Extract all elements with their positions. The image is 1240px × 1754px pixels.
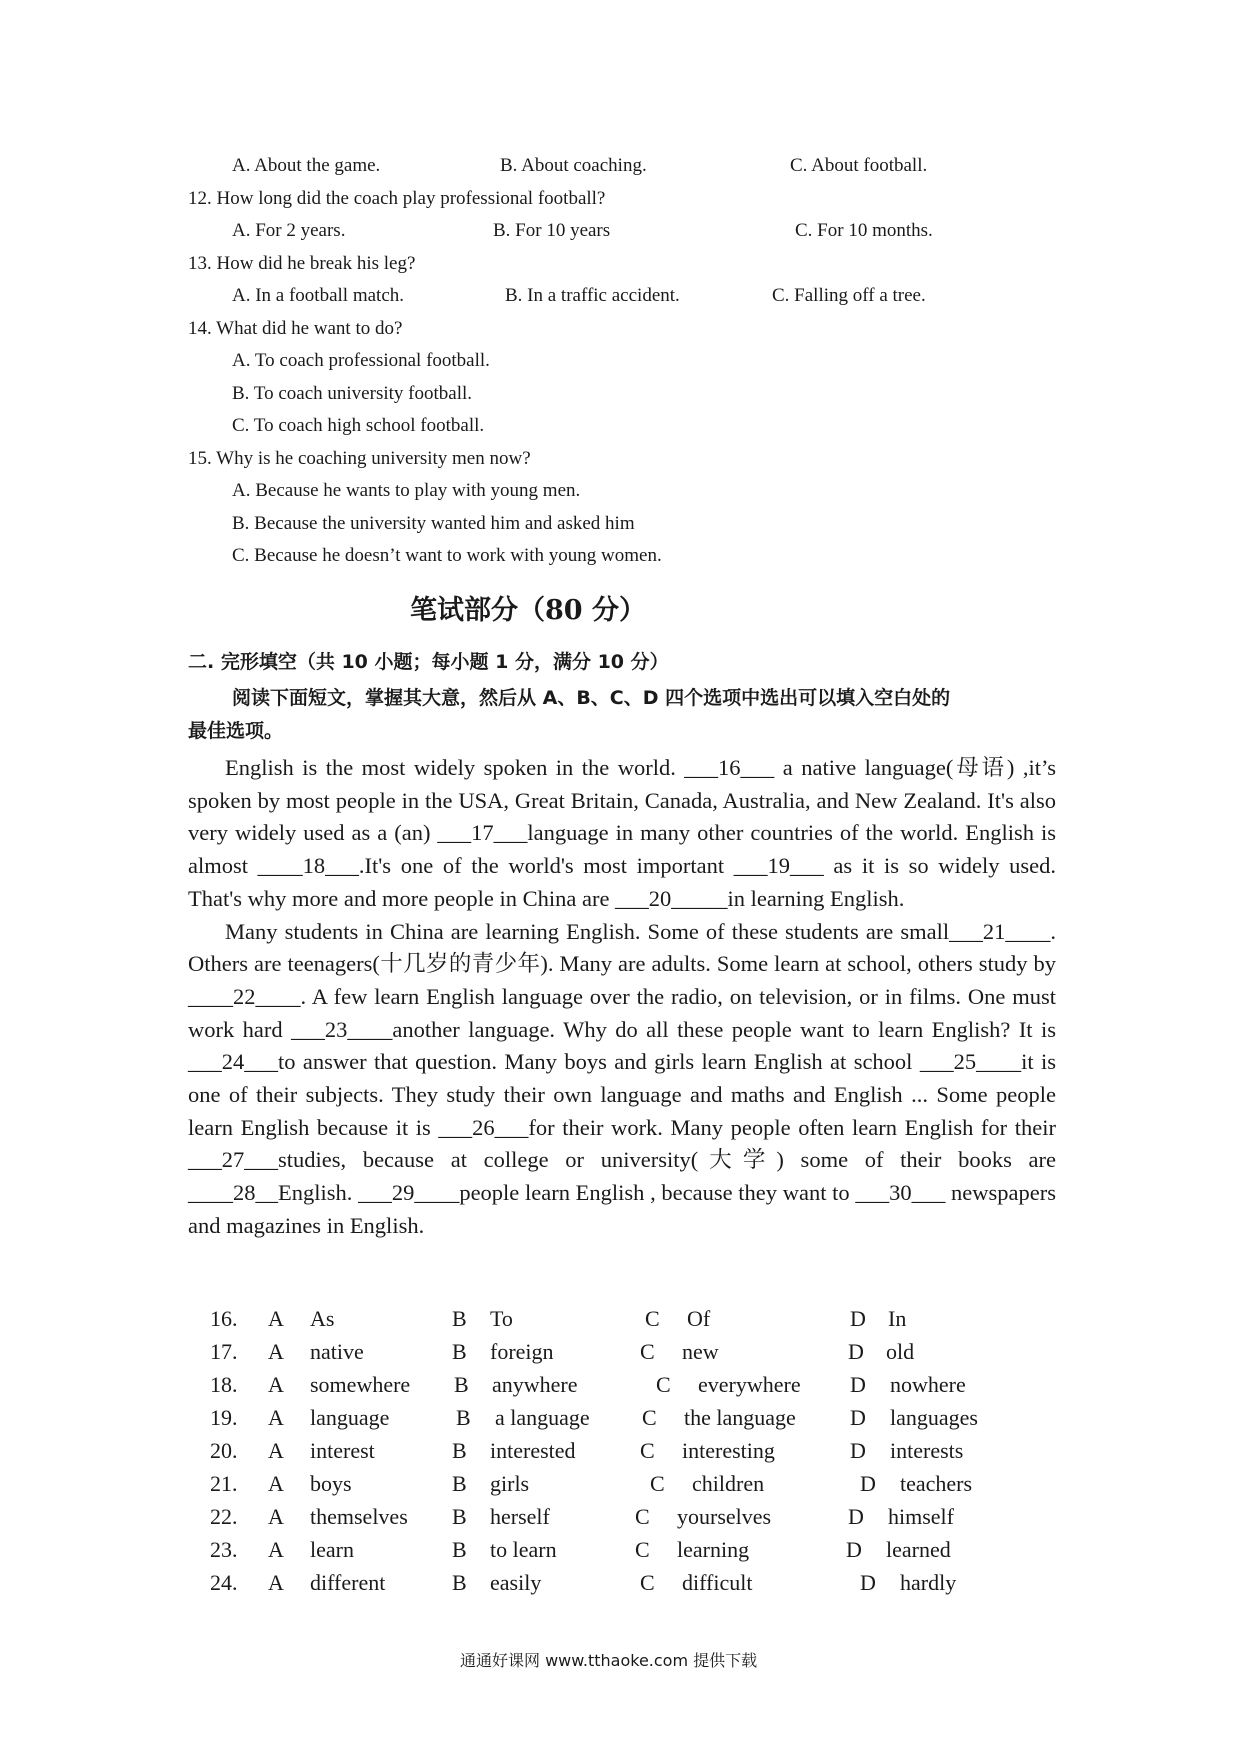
q11-option-b: B. About coaching. bbox=[500, 155, 647, 176]
option-letter-c: C bbox=[656, 1372, 671, 1397]
q13-option-a: A. In a football match. bbox=[232, 285, 405, 306]
option-b: herself bbox=[490, 1504, 550, 1529]
option-a: As bbox=[310, 1306, 335, 1331]
q15-option-b: B. Because the university wanted him and asked him bbox=[232, 513, 635, 534]
q12-question: 12. How long did the coach play professional football? bbox=[188, 188, 606, 209]
q12-option-a: A. For 2 years. bbox=[232, 220, 346, 241]
option-letter-b: B bbox=[456, 1405, 471, 1430]
option-d: nowhere bbox=[890, 1372, 966, 1397]
option-c: the language bbox=[684, 1405, 796, 1430]
option-letter-c: C bbox=[640, 1339, 655, 1364]
option-letter-a: A bbox=[268, 1537, 284, 1562]
option-letter-c: C bbox=[650, 1471, 665, 1496]
option-a: interest bbox=[310, 1438, 375, 1463]
option-a: native bbox=[310, 1339, 364, 1364]
option-letter-b: B bbox=[452, 1471, 467, 1496]
q15-question: 15. Why is he coaching university men now? bbox=[188, 448, 531, 469]
option-letter-a: A bbox=[268, 1471, 284, 1496]
option-b: to learn bbox=[490, 1537, 557, 1562]
option-c: new bbox=[682, 1339, 719, 1364]
option-b: easily bbox=[490, 1570, 542, 1595]
question-number: 20. bbox=[210, 1438, 238, 1463]
written-section-title: 笔试部分（80 分） bbox=[410, 595, 646, 626]
option-a: language bbox=[310, 1405, 390, 1430]
option-d: hardly bbox=[900, 1570, 957, 1595]
option-letter-d: D bbox=[860, 1570, 876, 1595]
option-c: Of bbox=[687, 1306, 711, 1331]
option-b: To bbox=[490, 1306, 513, 1331]
option-letter-d: D bbox=[848, 1339, 864, 1364]
option-letter-a: A bbox=[268, 1405, 284, 1430]
q13-option-c: C. Falling off a tree. bbox=[772, 285, 926, 306]
option-b: foreign bbox=[490, 1339, 554, 1364]
question-number: 23. bbox=[210, 1537, 238, 1562]
option-letter-d: D bbox=[860, 1471, 876, 1496]
option-c: learning bbox=[677, 1537, 750, 1562]
option-d: learned bbox=[886, 1537, 951, 1562]
option-letter-c: C bbox=[645, 1306, 660, 1331]
option-d: interests bbox=[890, 1438, 964, 1463]
q14-option-c: C. To coach high school football. bbox=[232, 415, 485, 436]
option-letter-b: B bbox=[452, 1306, 467, 1331]
q11-option-a: A. About the game. bbox=[232, 155, 381, 176]
cloze-passage bbox=[188, 752, 1056, 1243]
option-a: learn bbox=[310, 1537, 354, 1562]
option-b: interested bbox=[490, 1438, 576, 1463]
question-number: 24. bbox=[210, 1570, 238, 1595]
passage-paragraph-1: English is the most widely spoken in the world. ___16___ a native language(母语) ,it’s spoken by most people in the USA, Great Britain, Canada, Australia, and New Zealand. It's also very widely used as a (an) ___17___language in many other countries of the world. English is almost ____18___.It's one of the world's most important ___19___ as it is so widely used. That's why more and more people in China are ___20_____in learning English. bbox=[188, 755, 1056, 911]
option-letter-b: B bbox=[452, 1438, 467, 1463]
option-letter-a: A bbox=[268, 1339, 284, 1364]
option-c: difficult bbox=[682, 1570, 753, 1595]
option-d: languages bbox=[890, 1405, 978, 1430]
instruction-line-1: 阅读下面短文，掌握其大意，然后从 A、B、C、D 四个选项中选出可以填入空白处的 bbox=[232, 687, 951, 709]
part2-header: 二. 完形填空（共 10 小题；每小题 1 分，满分 10 分） bbox=[188, 651, 669, 673]
option-letter-a: A bbox=[268, 1372, 284, 1397]
option-a: somewhere bbox=[310, 1372, 411, 1397]
option-a: different bbox=[310, 1570, 386, 1595]
option-letter-a: A bbox=[268, 1306, 284, 1331]
option-letter-d: D bbox=[848, 1504, 864, 1529]
instruction-line-2: 最佳选项。 bbox=[188, 720, 284, 742]
page-footer: 通通好课网 www.tthaoke.com 提供下载 bbox=[460, 1651, 758, 1670]
option-a: themselves bbox=[310, 1504, 408, 1529]
option-b: girls bbox=[490, 1471, 530, 1496]
q15-option-a: A. Because he wants to play with young men. bbox=[232, 480, 581, 501]
option-letter-b: B bbox=[454, 1372, 469, 1397]
option-letter-a: A bbox=[268, 1570, 284, 1595]
q13-option-b: B. In a traffic accident. bbox=[505, 285, 680, 306]
option-letter-c: C bbox=[642, 1405, 657, 1430]
question-number: 19. bbox=[210, 1405, 238, 1430]
q13-question: 13. How did he break his leg? bbox=[188, 253, 416, 274]
q15-option-c: C. Because he doesn’t want to work with young women. bbox=[232, 545, 662, 566]
question-number: 17. bbox=[210, 1339, 238, 1364]
option-d: old bbox=[886, 1339, 915, 1364]
option-d: himself bbox=[888, 1504, 954, 1529]
passage-paragraph-2: Many students in China are learning English. Some of these students are small___21____. Others are teenagers(十几岁的青少年). Many are adults. Some learn at school, others study by ____22____. A few learn English language over the radio, on television, or in films. One must work hard ___23____another language. Why do all these people want to learn English? It is ___24___to answer that question. Many boys and girls learn English at school ___25____it is one of their subjects. They study their own language and maths and English ... Some people learn English because it is ___26___for their work. Many people often learn English for their ___27___studies, because at college or university(大学) some of their books are ____28__English. ___29____people learn English , because they want to ___30___ newspapers and magazines in English. bbox=[188, 918, 1056, 1238]
option-letter-d: D bbox=[850, 1372, 866, 1397]
option-d: teachers bbox=[900, 1471, 973, 1496]
option-c: everywhere bbox=[698, 1372, 801, 1397]
option-letter-a: A bbox=[268, 1438, 284, 1463]
option-letter-b: B bbox=[452, 1504, 467, 1529]
option-letter-d: D bbox=[850, 1306, 866, 1331]
q12-option-b: B. For 10 years bbox=[493, 220, 611, 241]
option-letter-d: D bbox=[846, 1537, 862, 1562]
q14-question: 14. What did he want to do? bbox=[188, 318, 403, 339]
question-number: 21. bbox=[210, 1471, 238, 1496]
option-letter-c: C bbox=[640, 1570, 655, 1595]
option-letter-a: A bbox=[268, 1504, 284, 1529]
option-c: interesting bbox=[682, 1438, 775, 1463]
q11-option-c: C. About football. bbox=[790, 155, 928, 176]
option-d: In bbox=[888, 1306, 907, 1331]
question-number: 22. bbox=[210, 1504, 238, 1529]
option-letter-b: B bbox=[452, 1537, 467, 1562]
option-c: yourselves bbox=[677, 1504, 772, 1529]
option-a: boys bbox=[310, 1471, 352, 1496]
option-letter-c: C bbox=[635, 1537, 650, 1562]
option-letter-b: B bbox=[452, 1570, 467, 1595]
q14-option-b: B. To coach university football. bbox=[232, 383, 472, 404]
q12-option-c: C. For 10 months. bbox=[795, 220, 933, 241]
question-number: 18. bbox=[210, 1372, 238, 1397]
option-letter-d: D bbox=[850, 1405, 866, 1430]
option-letter-c: C bbox=[635, 1504, 650, 1529]
option-b: a language bbox=[495, 1405, 590, 1430]
option-letter-d: D bbox=[850, 1438, 866, 1463]
q14-option-a: A. To coach professional football. bbox=[232, 350, 490, 371]
option-b: anywhere bbox=[492, 1372, 578, 1397]
option-letter-c: C bbox=[640, 1438, 655, 1463]
question-number: 16. bbox=[210, 1306, 238, 1331]
option-letter-b: B bbox=[452, 1339, 467, 1364]
option-c: children bbox=[692, 1471, 765, 1496]
